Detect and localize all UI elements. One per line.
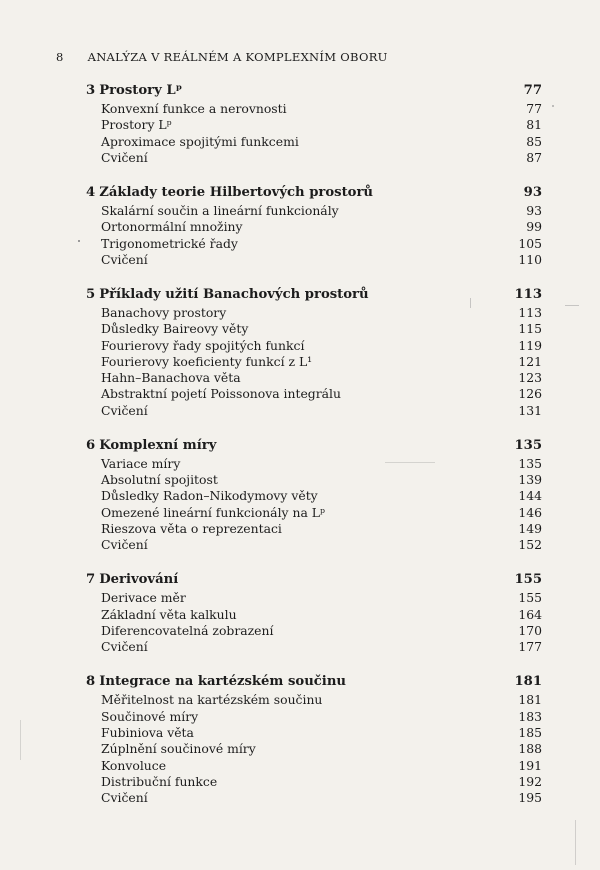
section-title: Cvičení: [101, 402, 148, 418]
section-page: 131: [518, 402, 542, 418]
section-page: 110: [518, 251, 542, 267]
section-entry: [86, 203, 542, 219]
section-title: Cvičení: [101, 639, 148, 655]
scan-speck: [20, 720, 21, 760]
section-page: 152: [518, 537, 542, 553]
section-entry: [86, 386, 542, 402]
section-title: Cvičení: [101, 149, 148, 165]
section-page: 123: [518, 370, 542, 386]
section-title: Derivace měr: [101, 590, 186, 606]
chapter-number: 7: [86, 572, 96, 588]
section-title: Absolutní spojitost: [101, 472, 218, 488]
section-entry: [86, 790, 542, 806]
section-title: Základní věta kalkulu: [101, 606, 237, 622]
section-entry: [86, 252, 542, 268]
section-entry: [86, 305, 542, 321]
section-entry: [86, 456, 542, 472]
table-of-contents: [86, 80, 542, 822]
toc-chapter: [86, 671, 542, 806]
section-title: Cvičení: [101, 790, 148, 806]
section-title: Konvoluce: [101, 757, 167, 773]
section-page: 188: [518, 741, 542, 757]
chapter-page: 113: [514, 286, 542, 302]
section-entry: [86, 403, 542, 419]
chapter-title-group: [86, 182, 373, 203]
chapter-title: Příklady užití Banachových prostorů: [99, 286, 369, 302]
section-title: Distribuční funkce: [101, 773, 218, 789]
section-entry: [86, 354, 542, 370]
section-title: Součinové míry: [101, 708, 199, 724]
section-title: Cvičení: [101, 537, 148, 553]
scan-speck: [575, 820, 576, 865]
toc-chapter: [86, 569, 542, 655]
section-page: 93: [526, 202, 542, 218]
section-title: Abstraktní pojetí Poissonova integrálu: [101, 386, 341, 402]
section-page: 191: [518, 757, 542, 773]
chapter-heading: [86, 182, 542, 203]
section-entry: [86, 117, 542, 133]
section-title: Trigonometrické řady: [101, 235, 238, 251]
chapter-title: Prostory Lᵖ: [99, 83, 183, 98]
chapter-heading: [86, 284, 542, 305]
section-entry: [86, 639, 542, 655]
section-entry: [86, 758, 542, 774]
section-entry: [86, 725, 542, 741]
chapter-heading: [86, 671, 542, 692]
chapter-number: 5: [86, 286, 96, 302]
toc-chapter: [86, 284, 542, 419]
chapter-page: 93: [523, 184, 542, 200]
section-entry: [86, 338, 542, 354]
section-page: 192: [518, 773, 542, 789]
chapter-number: 8: [86, 674, 96, 690]
section-page: 185: [518, 725, 542, 740]
section-page: 164: [518, 606, 542, 622]
section-page: 87: [526, 149, 542, 165]
section-page: 195: [518, 790, 542, 806]
section-page: 115: [518, 321, 542, 337]
chapter-heading: [86, 435, 542, 456]
section-entry: [86, 537, 542, 553]
chapter-title-group: [86, 671, 346, 692]
section-entry: [86, 692, 542, 708]
chapter-title: Integrace na kartézském součinu: [99, 674, 346, 690]
section-page: 155: [518, 590, 542, 606]
chapter-page: 135: [514, 437, 542, 453]
scan-speck: [385, 462, 435, 463]
toc-chapter: [86, 80, 542, 166]
section-title: Důsledky Radon–Nikodymovy věty: [101, 488, 318, 504]
chapter-heading: [86, 80, 542, 101]
section-entry: [86, 623, 542, 639]
section-entry: [86, 505, 542, 521]
chapter-title: Komplexní míry: [99, 437, 217, 453]
section-entry: [86, 150, 542, 166]
section-entry: [86, 607, 542, 623]
chapter-title-group: [86, 435, 216, 456]
section-page: 121: [518, 353, 542, 369]
section-page: 85: [526, 133, 542, 149]
running-header: [56, 50, 388, 64]
section-page: 146: [518, 504, 542, 520]
scan-speck: [565, 305, 579, 306]
chapter-number: 3: [86, 83, 96, 98]
section-page: 135: [518, 455, 542, 471]
chapter-title: Derivování: [99, 572, 179, 588]
section-title: Banachovy prostory: [101, 304, 227, 320]
section-title: Měřitelnost na kartézském součinu: [101, 692, 323, 708]
chapter-number: 6: [86, 437, 96, 453]
section-entry: [86, 101, 542, 117]
section-title: Aproximace spojitými funkcemi: [101, 133, 299, 149]
section-page: 126: [518, 386, 542, 402]
chapter-page: 77: [523, 83, 542, 98]
section-entry: [86, 472, 542, 488]
section-title: Důsledky Baireovy věty: [101, 321, 249, 337]
section-page: 119: [518, 337, 542, 353]
section-page: 105: [518, 235, 542, 251]
chapter-heading: [86, 569, 542, 590]
chapter-title-group: [86, 284, 369, 305]
chapter-title-group: [86, 569, 178, 590]
chapter-title: Základy teorie Hilbertových prostorů: [99, 184, 374, 200]
section-page: 183: [518, 708, 542, 724]
section-title: Skalární součin a lineární funkcionály: [101, 202, 339, 218]
section-entry: [86, 590, 542, 606]
page-number: 8: [56, 50, 64, 64]
chapter-page: 181: [514, 674, 542, 690]
section-title: Ortonormální množiny: [101, 219, 243, 235]
section-entry: [86, 134, 542, 150]
section-title: Konvexní funkce a nerovnosti: [101, 101, 287, 116]
scan-speck: [78, 240, 80, 242]
section-title: Variace míry: [101, 455, 181, 471]
section-title: Fourierovy koeficienty funkcí z L¹: [101, 353, 313, 369]
chapter-title-group: [86, 80, 182, 101]
section-entry: [86, 709, 542, 725]
scan-speck: [552, 105, 554, 107]
running-title: ANALÝZA V REÁLNÉM A KOMPLEXNÍM OBORU: [87, 50, 388, 64]
section-title: Fubiniova věta: [101, 725, 194, 740]
section-page: 77: [526, 101, 542, 116]
section-title: Cvičení: [101, 251, 148, 267]
section-title: Fourierovy řady spojitých funkcí: [101, 337, 305, 353]
section-title: Prostory Lᵖ: [101, 117, 172, 133]
section-page: 149: [518, 521, 542, 537]
section-page: 81: [526, 117, 542, 133]
section-title: Diferencovatelná zobrazení: [101, 623, 274, 639]
toc-chapter: [86, 435, 542, 554]
section-entry: [86, 370, 542, 386]
section-title: Omezené lineární funkcionály na Lᵖ: [101, 504, 325, 520]
section-entry: [86, 321, 542, 337]
section-entry: [86, 741, 542, 757]
toc-chapter: [86, 182, 542, 268]
section-page: 139: [518, 472, 542, 488]
chapter-number: 4: [86, 184, 96, 200]
section-page: 170: [518, 623, 542, 639]
section-entry: [86, 774, 542, 790]
section-title: Hahn–Banachova věta: [101, 370, 241, 386]
section-page: 99: [526, 219, 542, 235]
section-page: 144: [518, 488, 542, 504]
section-entry: [86, 521, 542, 537]
section-title: Rieszova věta o reprezentaci: [101, 521, 282, 537]
section-page: 181: [518, 692, 542, 708]
section-entry: [86, 236, 542, 252]
section-title: Zúplnění součinové míry: [101, 741, 256, 757]
section-page: 177: [518, 639, 542, 655]
section-page: 113: [518, 304, 542, 320]
chapter-page: 155: [514, 572, 542, 588]
scan-speck: [470, 298, 471, 308]
section-entry: [86, 488, 542, 504]
section-entry: [86, 219, 542, 235]
